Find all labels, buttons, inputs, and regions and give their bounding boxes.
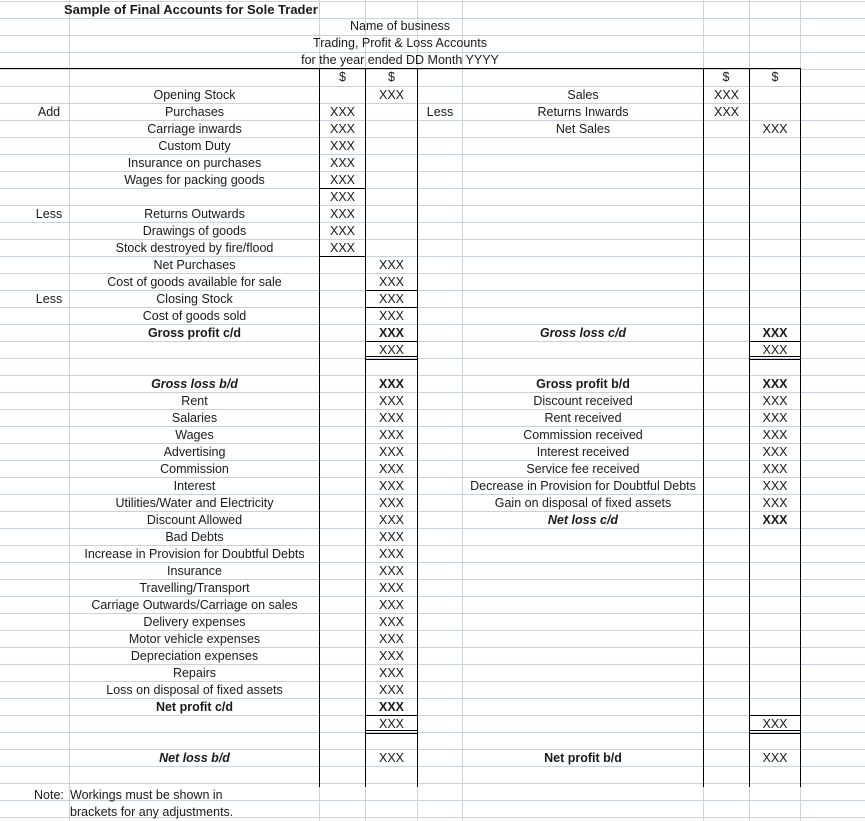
right-amount-col2[interactable]: XXX (762, 377, 788, 391)
right-prefix[interactable]: Less (426, 105, 454, 119)
left-row-label[interactable]: Travelling/Transport (139, 581, 250, 595)
left-amount-col2[interactable]: XXX (378, 394, 404, 408)
left-amount-col2[interactable]: XXX (378, 513, 404, 527)
left-amount-col2[interactable]: XXX (378, 649, 404, 663)
left-row-label[interactable]: Rent (181, 394, 208, 408)
left-row-label[interactable]: Returns Outwards (144, 207, 245, 221)
left-amount-col2[interactable]: XXX (378, 581, 404, 595)
right-amount-col2[interactable]: XXX (762, 751, 788, 765)
left-amount-col1[interactable]: XXX (329, 190, 355, 204)
left-amount-col2[interactable]: XXX (378, 411, 404, 425)
left-row-label[interactable]: Delivery expenses (143, 615, 246, 629)
left-amount-col2[interactable]: XXX (378, 632, 404, 646)
left-amount-col2[interactable]: XXX (378, 564, 404, 578)
left-row-label[interactable]: Custom Duty (158, 139, 231, 153)
right-amount-col2[interactable]: XXX (762, 343, 788, 357)
right-row-label[interactable]: Interest received (536, 445, 630, 459)
left-row-label[interactable]: Gross profit c/d (147, 326, 242, 340)
note-line-1[interactable]: Workings must be shown in (70, 788, 223, 802)
right-amount-col2[interactable]: XXX (762, 462, 788, 476)
right-row-label[interactable]: Rent received (544, 411, 622, 425)
right-row-label[interactable]: Net profit b/d (544, 751, 622, 765)
left-row-label[interactable]: Net profit c/d (155, 700, 234, 714)
right-amount-col2[interactable]: XXX (762, 717, 788, 731)
right-row-label[interactable]: Net loss c/d (547, 513, 619, 527)
left-row-label[interactable]: Drawings of goods (142, 224, 247, 238)
note-line-2[interactable]: brackets for any adjustments. (70, 805, 234, 819)
left-amount-col2[interactable]: XXX (378, 343, 404, 357)
left-row-label[interactable]: Carriage inwards (147, 122, 242, 136)
right-amount-col1[interactable]: XXX (713, 105, 739, 119)
left-amount-col1[interactable]: XXX (329, 173, 355, 187)
left-amount-col2[interactable]: XXX (378, 683, 404, 697)
right-amount-col2[interactable]: XXX (762, 496, 788, 510)
right-amount-col2[interactable]: XXX (762, 479, 788, 493)
left-amount-col2[interactable]: XXX (378, 309, 404, 323)
left-row-label[interactable]: Cost of goods available for sale (107, 275, 282, 289)
left-amount-col2[interactable]: XXX (378, 615, 404, 629)
left-amount-col2[interactable]: XXX (378, 258, 404, 272)
right-row-label[interactable]: Returns Inwards (537, 105, 629, 119)
right-amount-col2[interactable]: XXX (762, 428, 788, 442)
statement-title[interactable]: Trading, Profit & Loss Accounts (313, 36, 487, 50)
left-amount-col1[interactable]: XXX (329, 241, 355, 255)
left-amount-col2[interactable]: XXX (378, 292, 404, 306)
left-prefix[interactable]: Less (35, 292, 63, 306)
left-row-label[interactable]: Wages (175, 428, 214, 442)
left-amount-col2[interactable]: XXX (378, 479, 404, 493)
left-amount-col2[interactable]: XXX (378, 751, 404, 765)
right-row-label[interactable]: Gross profit b/d (536, 377, 630, 391)
left-row-label[interactable]: Closing Stock (156, 292, 233, 306)
left-amount-col1[interactable]: XXX (329, 122, 355, 136)
left-row-label[interactable]: Bad Debts (165, 530, 224, 544)
left-amount-col2[interactable]: XXX (378, 377, 404, 391)
left-amount-col2[interactable]: XXX (378, 445, 404, 459)
right-row-label[interactable]: Gross loss c/d (539, 326, 627, 340)
left-amount-col2[interactable]: XXX (378, 717, 404, 731)
left-row-label[interactable]: Repairs (172, 666, 217, 680)
left-row-label[interactable]: Wages for packing goods (124, 173, 265, 187)
left-row-label[interactable]: Depreciation expenses (130, 649, 259, 663)
currency-header-right-2[interactable]: $ (771, 70, 779, 84)
left-row-label[interactable]: Stock destroyed by fire/flood (115, 241, 274, 255)
left-row-label[interactable]: Increase in Provision for Doubtful Debts (84, 547, 305, 561)
right-amount-col2[interactable]: XXX (762, 445, 788, 459)
left-prefix[interactable]: Less (35, 207, 63, 221)
right-row-label[interactable]: Gain on disposal of fixed assets (494, 496, 672, 510)
left-amount-col2[interactable]: XXX (378, 428, 404, 442)
right-amount-col2[interactable]: XXX (762, 513, 788, 527)
left-row-label[interactable]: Insurance (167, 564, 222, 578)
right-amount-col2[interactable]: XXX (762, 394, 788, 408)
currency-header-left-1[interactable]: $ (339, 70, 346, 84)
right-row-label[interactable]: Service fee received (526, 462, 640, 476)
left-amount-col2[interactable]: XXX (378, 275, 404, 289)
left-amount-col1[interactable]: XXX (329, 207, 355, 221)
right-amount-col1[interactable]: XXX (713, 88, 739, 102)
sheet-title[interactable]: Sample of Final Accounts for Sole Trader (64, 2, 318, 17)
right-amount-col2[interactable]: XXX (762, 122, 788, 136)
left-amount-col2[interactable]: XXX (378, 496, 404, 510)
left-row-label[interactable]: Cost of goods sold (142, 309, 247, 323)
left-row-label[interactable]: Salaries (171, 411, 218, 425)
left-prefix[interactable]: Add (37, 105, 61, 119)
left-row-label[interactable]: Net loss b/d (159, 751, 230, 765)
right-amount-col2[interactable]: XXX (762, 326, 788, 340)
left-row-label[interactable]: Discount Allowed (146, 513, 243, 527)
left-amount-col2[interactable]: XXX (378, 598, 404, 612)
left-amount-col1[interactable]: XXX (329, 139, 355, 153)
right-row-label[interactable]: Commission received (523, 428, 643, 442)
left-row-label[interactable]: Loss on disposal of fixed assets (106, 683, 283, 697)
left-amount-col2[interactable]: XXX (378, 547, 404, 561)
business-name[interactable]: Name of business (349, 19, 451, 33)
currency-header-left-2[interactable]: $ (388, 70, 395, 84)
left-amount-col2[interactable]: XXX (378, 530, 404, 544)
left-row-label[interactable]: Purchases (164, 105, 225, 119)
left-amount-col1[interactable]: XXX (329, 224, 355, 238)
left-amount-col2[interactable]: XXX (378, 700, 404, 714)
left-amount-col2[interactable]: XXX (378, 88, 404, 102)
right-row-label[interactable]: Net Sales (555, 122, 611, 136)
right-row-label[interactable]: Discount received (533, 394, 633, 408)
left-row-label[interactable]: Interest (173, 479, 216, 493)
left-row-label[interactable]: Insurance on purchases (127, 156, 262, 170)
left-amount-col2[interactable]: XXX (378, 462, 404, 476)
left-amount-col2[interactable]: XXX (378, 326, 404, 340)
left-row-label[interactable]: Utilities/Water and Electricity (115, 496, 274, 510)
left-row-label[interactable]: Motor vehicle expenses (128, 632, 261, 646)
right-row-label[interactable]: Decrease in Provision for Doubtful Debts (470, 479, 696, 493)
left-row-label[interactable]: Carriage Outwards/Carriage on sales (91, 598, 298, 612)
left-amount-col1[interactable]: XXX (329, 105, 355, 119)
left-row-label[interactable]: Opening Stock (153, 88, 236, 102)
left-row-label[interactable]: Net Purchases (153, 258, 236, 272)
currency-header-right-1[interactable]: $ (722, 70, 730, 84)
left-row-label[interactable]: Commission (160, 462, 229, 476)
left-amount-col1[interactable]: XXX (329, 156, 355, 170)
left-amount-col2[interactable]: XXX (378, 666, 404, 680)
left-row-label[interactable]: Advertising (163, 445, 226, 459)
note-label[interactable]: Note: (34, 788, 64, 802)
right-amount-col2[interactable]: XXX (762, 411, 788, 425)
left-row-label[interactable]: Gross loss b/d (151, 377, 238, 391)
period-line[interactable]: for the year ended DD Month YYYY (301, 53, 499, 67)
right-row-label[interactable]: Sales (567, 88, 599, 102)
